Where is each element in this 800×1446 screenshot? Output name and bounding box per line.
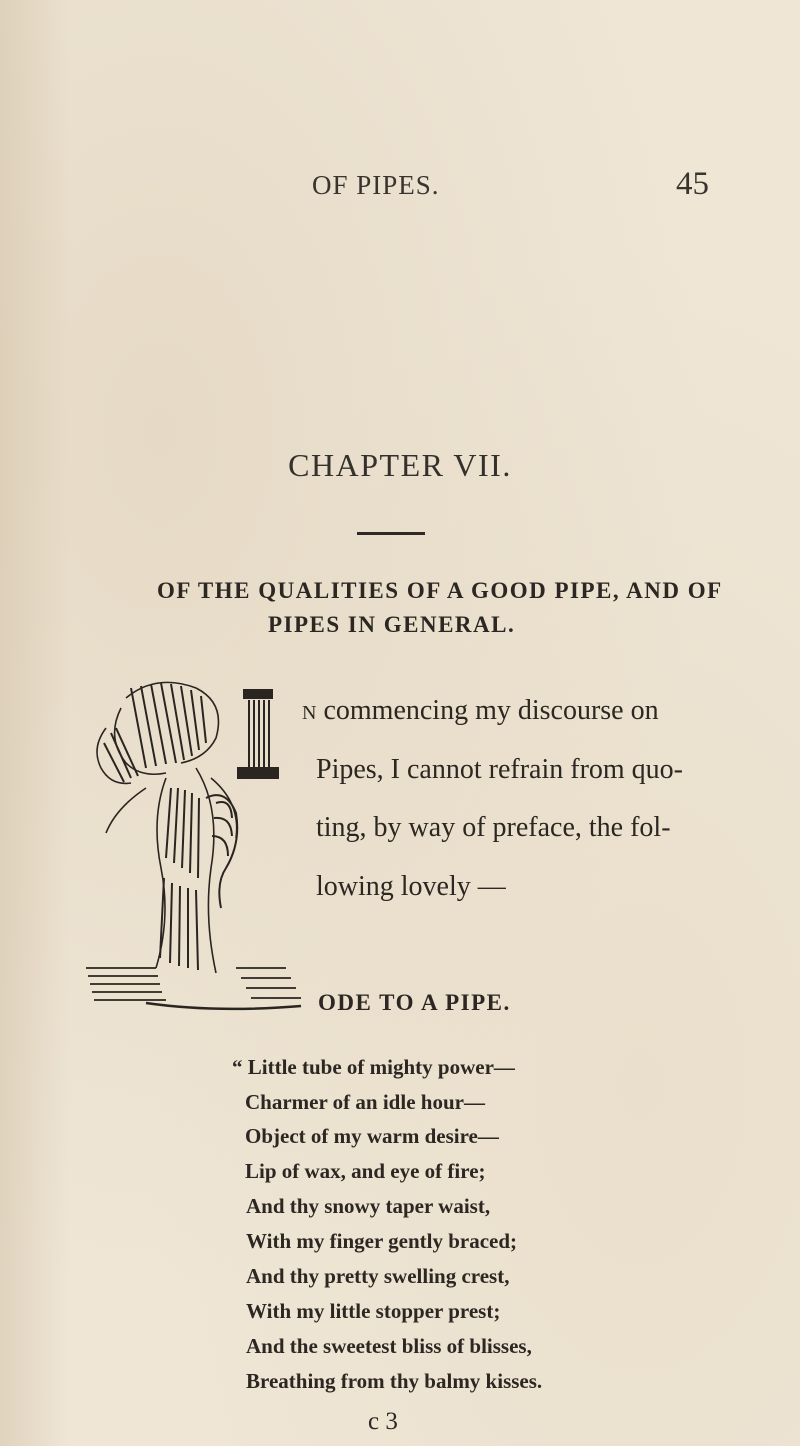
poem-line: With my finger gently braced; — [246, 1229, 518, 1253]
poem-line: Charmer of an idle hour— — [245, 1090, 485, 1114]
chapter-heading: CHAPTER VII. — [288, 447, 512, 483]
page-number: 45 — [676, 166, 709, 202]
poem-line: Object of my warm desire— — [245, 1124, 499, 1148]
poem-line: And thy pretty swelling crest, — [246, 1264, 510, 1288]
poem-line: With my little stopper prest; — [246, 1299, 501, 1323]
running-header: OF PIPES. — [312, 170, 440, 200]
body-line-1 — [302, 695, 659, 727]
body-line-4: lowing lovely — — [316, 871, 506, 902]
body-line-1-text: commencing my discourse on — [316, 695, 659, 726]
poem-line: Breathing from thy balmy kisses. — [246, 1369, 543, 1393]
signature-mark: c 3 — [368, 1408, 398, 1435]
drop-cap-continuation: n — [302, 695, 317, 726]
poem-line: And thy snowy taper waist, — [246, 1194, 491, 1218]
poem-line: “ Little tube of mighty power— — [232, 1055, 515, 1079]
chapter-rule — [357, 532, 425, 535]
body-line-2: Pipes, I cannot refrain from quo- — [316, 754, 683, 785]
poem-line: And the sweetest bliss of blisses, — [246, 1334, 532, 1358]
section-title-line-2: PIPES IN GENERAL. — [268, 612, 516, 637]
poem-line: Lip of wax, and eye of fire; — [245, 1159, 486, 1183]
body-line-3: ting, by way of preface, the fol- — [316, 812, 671, 843]
poem-title: ODE TO A PIPE. — [318, 990, 511, 1015]
section-title-line-1: OF THE QUALITIES OF A GOOD PIPE, AND OF — [157, 578, 723, 603]
